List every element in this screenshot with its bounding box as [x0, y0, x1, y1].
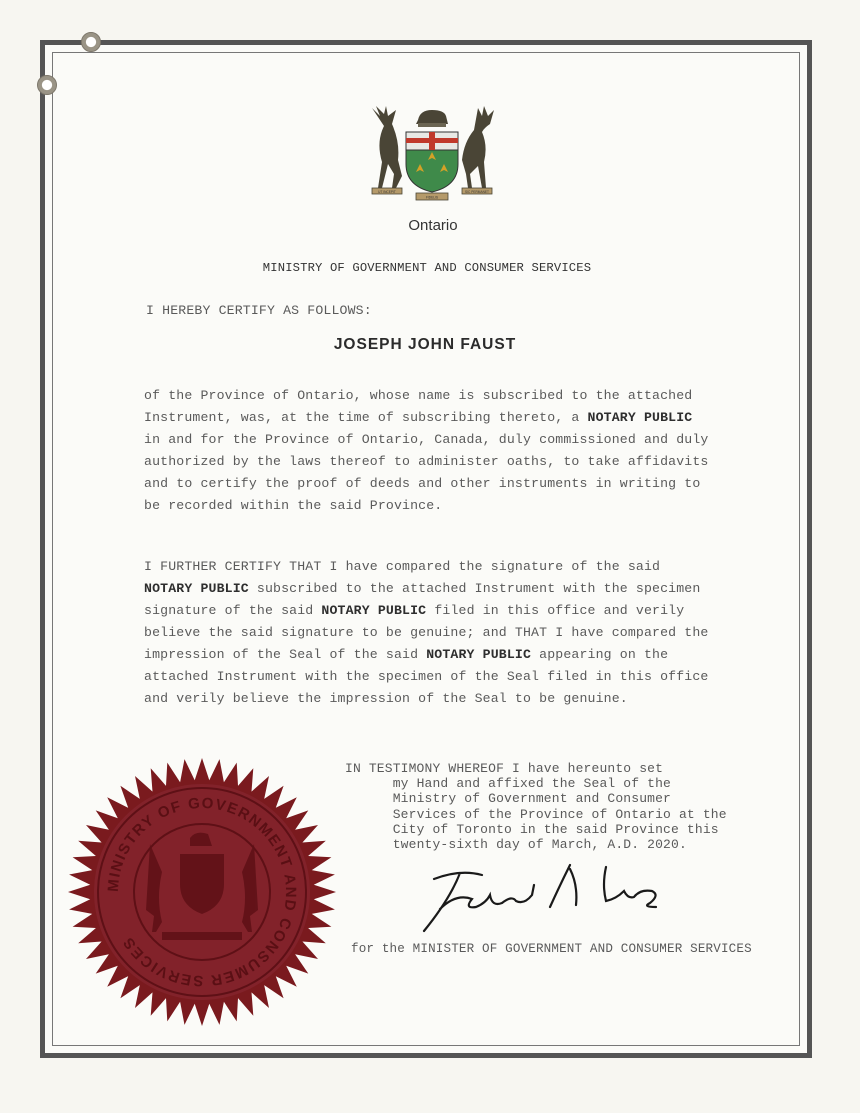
paragraph-line: impression of the Seal of the said [144, 647, 427, 662]
paragraph-line: filed in this office and verily [426, 603, 685, 618]
handwritten-signature [420, 855, 680, 935]
paragraph-notary-status [144, 385, 708, 517]
paragraph-line: and verily believe the impression of the Seal to be genuine. [144, 691, 628, 706]
testimony-line: twenty-sixth day of March, A.D. 2020. [392, 837, 687, 853]
notary-public-term: NOTARY PUBLIC [426, 647, 532, 662]
notary-public-term: NOTARY PUBLIC [321, 603, 427, 618]
paragraph-line: be recorded within the said Province. [144, 498, 443, 513]
testimony-block [345, 761, 727, 852]
minister-line: for the MINISTER OF GOVERNMENT AND CONSUMER SERVICES [351, 942, 752, 956]
motto-center: FIDELIS [425, 195, 439, 200]
testimony-line: my Hand and affixed the Seal of the [392, 776, 672, 792]
paragraph-line: subscribed to the attached Instrument with the specimen [248, 581, 701, 596]
seal-ring-text: MINISTRY OF GOVERNMENT AND CONSUMER SERVICES [104, 794, 300, 990]
embossed-ministry-seal-icon [66, 756, 338, 1028]
testimony-line: Ministry of Government and Consumer [392, 791, 672, 807]
ontario-coat-of-arms-icon [366, 102, 498, 202]
paragraph-line: believe the said signature to be genuine; and THAT I have compared the [144, 625, 709, 640]
paragraph-further-certify [144, 556, 708, 710]
paragraph-line: in and for the Province of Ontario, Canada, duly commissioned and duly [144, 432, 709, 447]
testimony-line: Services of the Province of Ontario at the [392, 806, 727, 822]
paragraph-line: attached Instrument with the specimen of the Seal filed in this office [144, 669, 709, 684]
paragraph-line: signature of the said [144, 603, 322, 618]
paragraph-line: and to certify the proof of deeds and other instruments in writing to [144, 476, 701, 491]
motto-right: SIC PERMANET [465, 190, 489, 194]
notary-public-term: NOTARY PUBLIC [144, 581, 249, 596]
paragraph-line: I FURTHER CERTIFY THAT I have compared the signature of the said [144, 559, 661, 574]
person-name: JOSEPH JOHN FAUST [333, 336, 517, 353]
paragraph-line: authorized by the laws thereof to administer oaths, to take affidavits [144, 454, 709, 469]
paragraph-line: Instrument, was, at the time of subscribing thereto, a [144, 410, 588, 425]
ontario-wordmark: Ontario [408, 217, 458, 234]
testimony-line: IN TESTIMONY WHEREOF I have hereunto set [345, 761, 664, 776]
motto-left: UT INCEPIT [378, 190, 396, 194]
grommet-top [81, 32, 101, 52]
paragraph-line: appearing on the [531, 647, 669, 662]
testimony-line: City of Toronto in the said Province this [392, 821, 719, 837]
grommet-left [37, 75, 57, 95]
paragraph-line: of the Province of Ontario, whose name is subscribed to the attached [144, 388, 693, 403]
certify-intro: I HEREBY CERTIFY AS FOLLOWS: [146, 303, 372, 318]
notary-public-term: NOTARY PUBLIC [587, 410, 693, 425]
ministry-heading: MINISTRY OF GOVERNMENT AND CONSUMER SERVICES [262, 261, 592, 275]
